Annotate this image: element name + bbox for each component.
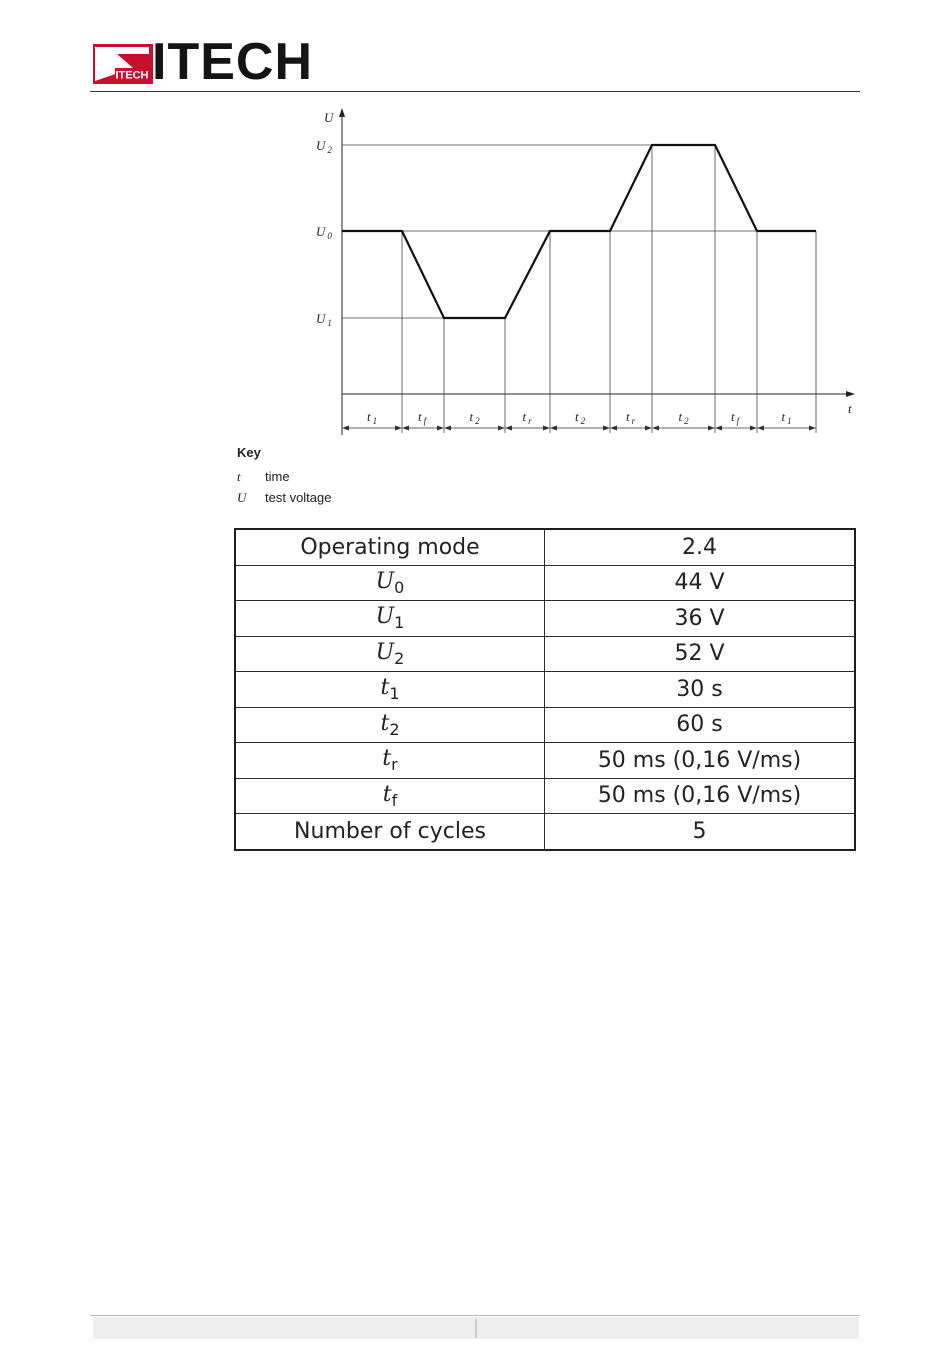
segment-label: t $_1$ bbox=[367, 409, 378, 426]
dimension-arrow-icon bbox=[715, 426, 722, 431]
table-row bbox=[235, 529, 855, 565]
segment-label: t $_f$ bbox=[418, 409, 427, 426]
row-value: 52 V bbox=[545, 636, 856, 672]
dimension-arrow-icon bbox=[550, 426, 557, 431]
dimension-arrow-icon bbox=[652, 426, 659, 431]
row-value: 50 ms (0,16 V/ms) bbox=[545, 743, 856, 779]
dimension-arrow-icon bbox=[543, 426, 550, 431]
row-label: $U_2$ bbox=[235, 636, 545, 672]
x-axis-label: t bbox=[848, 401, 852, 416]
figure-key bbox=[237, 445, 332, 508]
row-value: 30 s bbox=[545, 672, 856, 708]
brand-name: ITECH bbox=[152, 33, 313, 91]
itech-logo-icon bbox=[93, 44, 153, 84]
table-row bbox=[235, 565, 855, 601]
key-item bbox=[237, 487, 332, 508]
segment-boundaries bbox=[402, 145, 816, 433]
voltage-profile-line bbox=[342, 145, 816, 318]
key-title: Key bbox=[237, 445, 261, 460]
segment-label: t $_r$ bbox=[626, 409, 636, 426]
table-row bbox=[235, 601, 855, 637]
y-axis-label: U bbox=[324, 110, 334, 125]
dimension-arrow-icon bbox=[610, 426, 617, 431]
key-item bbox=[237, 466, 332, 487]
parameters-table bbox=[234, 528, 856, 851]
logo-badge-text: ITECH bbox=[115, 69, 149, 82]
level-label-u2: U $_2$ bbox=[316, 138, 332, 155]
row-value: 36 V bbox=[545, 601, 856, 637]
duration-dimensions bbox=[342, 426, 816, 431]
y-axis-arrow-icon bbox=[339, 108, 345, 117]
segment-label: t $_2$ bbox=[575, 409, 586, 426]
dimension-arrow-icon bbox=[603, 426, 610, 431]
dimension-arrow-icon bbox=[444, 426, 451, 431]
level-label-u1: U $_1$ bbox=[316, 311, 332, 328]
key-text: time bbox=[265, 469, 290, 484]
row-value: 44 V bbox=[545, 565, 856, 601]
segment-label: t $_1$ bbox=[781, 409, 792, 426]
dimension-arrow-icon bbox=[402, 426, 409, 431]
segment-label: t $_r$ bbox=[522, 409, 532, 426]
row-value: 5 bbox=[545, 814, 856, 850]
key-symbol: t bbox=[237, 468, 241, 484]
dimension-arrow-icon bbox=[437, 426, 444, 431]
table-row bbox=[235, 707, 855, 743]
dimension-arrow-icon bbox=[757, 426, 764, 431]
table-row bbox=[235, 743, 855, 779]
table-row bbox=[235, 778, 855, 814]
level-label-u0: U $_0$ bbox=[316, 224, 332, 241]
dimension-arrow-icon bbox=[395, 426, 402, 431]
row-label: $t_f$ bbox=[235, 778, 545, 814]
table-row bbox=[235, 814, 855, 850]
x-axis-arrow-icon bbox=[846, 391, 855, 397]
segment-label: t $_2$ bbox=[469, 409, 480, 426]
dimension-arrow-icon bbox=[498, 426, 505, 431]
row-value: 50 ms (0,16 V/ms) bbox=[545, 778, 856, 814]
dimension-arrow-icon bbox=[342, 426, 349, 431]
row-label: $t_2$ bbox=[235, 707, 545, 743]
table-row bbox=[235, 672, 855, 708]
row-value: 2.4 bbox=[545, 529, 856, 565]
dimension-arrow-icon bbox=[708, 426, 715, 431]
row-label: Number of cycles bbox=[235, 814, 545, 850]
page-header bbox=[0, 0, 950, 96]
row-label: $U_1$ bbox=[235, 601, 545, 637]
row-label: $t_1$ bbox=[235, 672, 545, 708]
key-text: test voltage bbox=[265, 490, 332, 505]
row-label: Operating mode bbox=[235, 529, 545, 565]
segment-label: t $_f$ bbox=[731, 409, 740, 426]
test-voltage-figure bbox=[300, 100, 870, 440]
table-row bbox=[235, 636, 855, 672]
footer-divider bbox=[475, 1319, 477, 1338]
key-symbol: U bbox=[237, 489, 247, 505]
dimension-arrow-icon bbox=[809, 426, 816, 431]
footer-rule bbox=[90, 1315, 860, 1316]
header-rule bbox=[90, 91, 860, 92]
row-label: $t_r$ bbox=[235, 743, 545, 779]
row-label: $U_0$ bbox=[235, 565, 545, 601]
segment-label: t $_2$ bbox=[678, 409, 689, 426]
row-value: 60 s bbox=[545, 707, 856, 743]
dimension-arrow-icon bbox=[645, 426, 652, 431]
dimension-arrow-icon bbox=[505, 426, 512, 431]
dimension-arrow-icon bbox=[750, 426, 757, 431]
